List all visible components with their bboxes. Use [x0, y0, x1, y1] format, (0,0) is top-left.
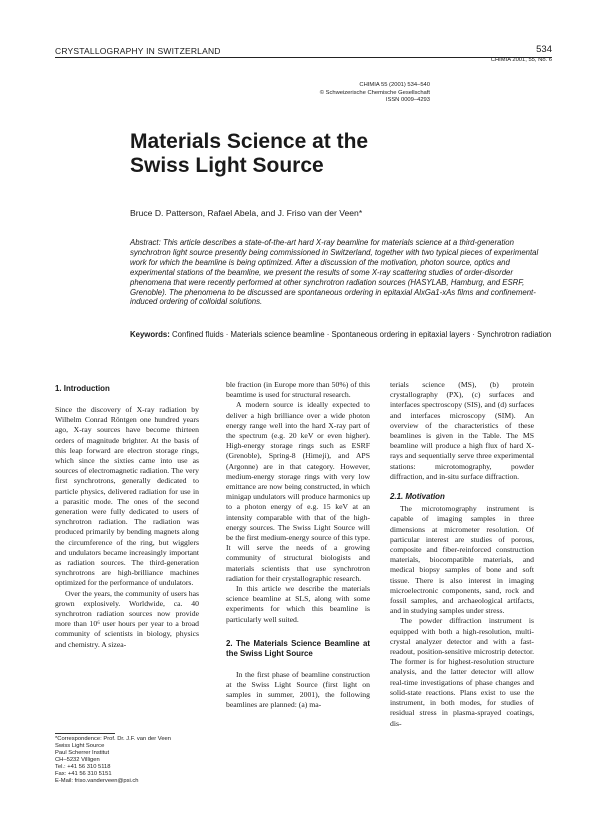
footnote-line: *Correspondence: Prof. Dr. J.F. van der Veen [55, 736, 171, 742]
footnote-line: Tel.: +41 56 310 5118 [55, 764, 111, 770]
authors: Bruce D. Patterson, Rafael Abela, and J. Friso van der Veen* [130, 208, 363, 218]
abstract-text: This article describes a state-of-the-art hard X-ray beamline for materials science at a third-generation synchrotron light source presently being commissioned in Switzerland, together with two typical pieces of experimental work for which the beamline is being optimized. After a discussion of the motivation, photon source, optics and experimental stations of the beamline, we present the results of some X-ray scattering studies of order-disorder phenomena that were recently performed at other synchrotron radiation sources (HASYLAB, Hamburg, and ESRF, Grenoble). The phenomena to be discussed are spontaneous ordering in epitaxial AlxGa1-xAs films and confinement-induced ordering of colloidal solutions. [130, 238, 539, 307]
page-number: 534 [536, 44, 552, 55]
correspondence-footnote [55, 736, 205, 785]
footnote-line: Fax: +41 56 310 5151 [55, 771, 112, 777]
paragraph: ble fraction (in Europe more than 50%) of this beamtime is used for structural research. [226, 380, 370, 400]
paragraph: In this article we describe the materials science beamline at SLS, along with some experiments for which this beamline is particularly well suited. [226, 584, 370, 624]
pubinfo-issn: ISSN 0009–4293 [385, 97, 430, 104]
article-title [130, 130, 550, 178]
column-3 [390, 380, 534, 729]
column-2 [226, 380, 370, 711]
abstract [130, 238, 552, 307]
keywords [130, 330, 552, 340]
footnote-rule [55, 733, 115, 734]
paragraph: terials science (MS), (b) protein crystallography (PX), (c) surfaces and interfaces spectroscopy (SIS), and (d) surfaces and interfaces microscopy (SIM). An overview of the characteristics of these beamlines is given in the Table. The MS beamline will produce a high flux of hard X-rays and sequentially serve three experimental stations: microtomography, powder diffraction, and in-situ surface diffraction. [390, 380, 534, 481]
section-heading-introduction: 1. Introduction [55, 384, 110, 393]
title-line-1: Materials Science at the [130, 130, 369, 153]
pubinfo-citation: CHIMIA 55 (2001) 534–540 [359, 82, 430, 88]
title-line-2: Swiss Light Source [130, 154, 324, 177]
publication-info [0, 82, 430, 105]
paragraph: Since the discovery of X-ray radiation by Wilhelm Conrad Röntgen one hundred years ago, X-ray sources have become thirteen orders of magnitude brighter. At the basis of this leap forward are electron storage rings, which since the sixties came into use as sources of electromagnetic radiation. The very first synchrotrons, generally dedicated to particle physics, delivered radiation for use in a parasitic mode. The ones of the second generation were fully dedicated to users of synchrotron radiation. The radiation was produced primarily by bending magnets along the circumference of the ring, but wigglers and undulators became increasingly important as radiation sources. The third-generation synchrotrons are high-brilliance machines optimized for the performance of undulators. [55, 405, 199, 588]
section-heading-beamline: 2. The Materials Science Beamline at the Swiss Light Source [226, 638, 370, 658]
footnote-line: CH–5232 Villigen [55, 757, 100, 763]
abstract-label: Abstract: [130, 238, 161, 247]
header-rule [55, 57, 552, 58]
footnote-line: Swiss Light Source [55, 743, 105, 749]
keywords-text: Confined fluids · Materials science beamline · Spontaneous ordering in epitaxial layers · Synchrotron radiation [172, 330, 552, 339]
paragraph: A modern source is ideally expected to deliver a high brilliance over a wide photon energy range well into the hard X-ray part of the spectrum (e.g. 20 keV or even higher). High-energy storage rings such as ESRF (Grenoble), Spring-8 (Himeji), and APS (Argonne) are in that category. However, medium-energy storage rings with very low emittance are now being constructed, in which minigap undulators will produce harmonics up to a photon energy of e.g. 15 keV at an intensity comparable with that of the high-energy sources. The Swiss Light Source will be the first medium-energy source of this type. It will serve the needs of a growing community of structural biologists and materials scientists that use synchrotron radiation for their crystallographic research. [226, 400, 370, 583]
subsection-heading-motivation: 2.1. Motivation [390, 492, 445, 502]
issue-reference: CHIMIA 2001, 55, No. 6 [490, 57, 552, 63]
keywords-label: Keywords: [130, 330, 170, 339]
pubinfo-copyright: © Schweizerische Chemische Gesellschaft [319, 89, 430, 96]
paragraph: Over the years, the community of users has grown explosively. Worldwide, ca. 40 synchrotron radiation sources now provide more than 10⁶ user hours per year to a broad community of scientists in biology, physics and chemistry. A sizea- [55, 588, 199, 649]
column-1 [55, 384, 199, 650]
paragraph: In the first phase of beamline construction at the Swiss Light Source (first light on samples in summer, 2001), the following beamlines are planned: (a) ma- [226, 669, 370, 710]
footnote-email: E-Mail: friso.vanderveen@psi.ch [55, 778, 139, 784]
footnote-line: Paul Scherrer Institut [55, 750, 110, 756]
running-head: CRYSTALLOGRAPHY IN SWITZERLAND [55, 46, 221, 56]
paragraph: The powder diffraction instrument is equipped with both a high-resolution, multi-crystal analyzer detector and with a fast-readout, position-sensitive microstrip detector. The former is for highest-resolution structure analysis, and the latter detector will allow real-time investigations of phase changes and solid-state reactions. Plans exist to use the instrument, in both modes, for studies of residual stress in plasma-sprayed coatings, dis- [390, 616, 534, 728]
paragraph: The microtomography instrument is capable of imaging samples in three dimensions at micrometer resolution. Of particular interest are studies of porous, composite and fiber-reinforced construction materials, biocompatible materials, and medical biopsy samples of bone and soft tissue. There is also interest in imaging microelectronic components, sand, rock and fossil samples, and archaeological artifacts, and in studying samples under stress. [390, 504, 534, 616]
